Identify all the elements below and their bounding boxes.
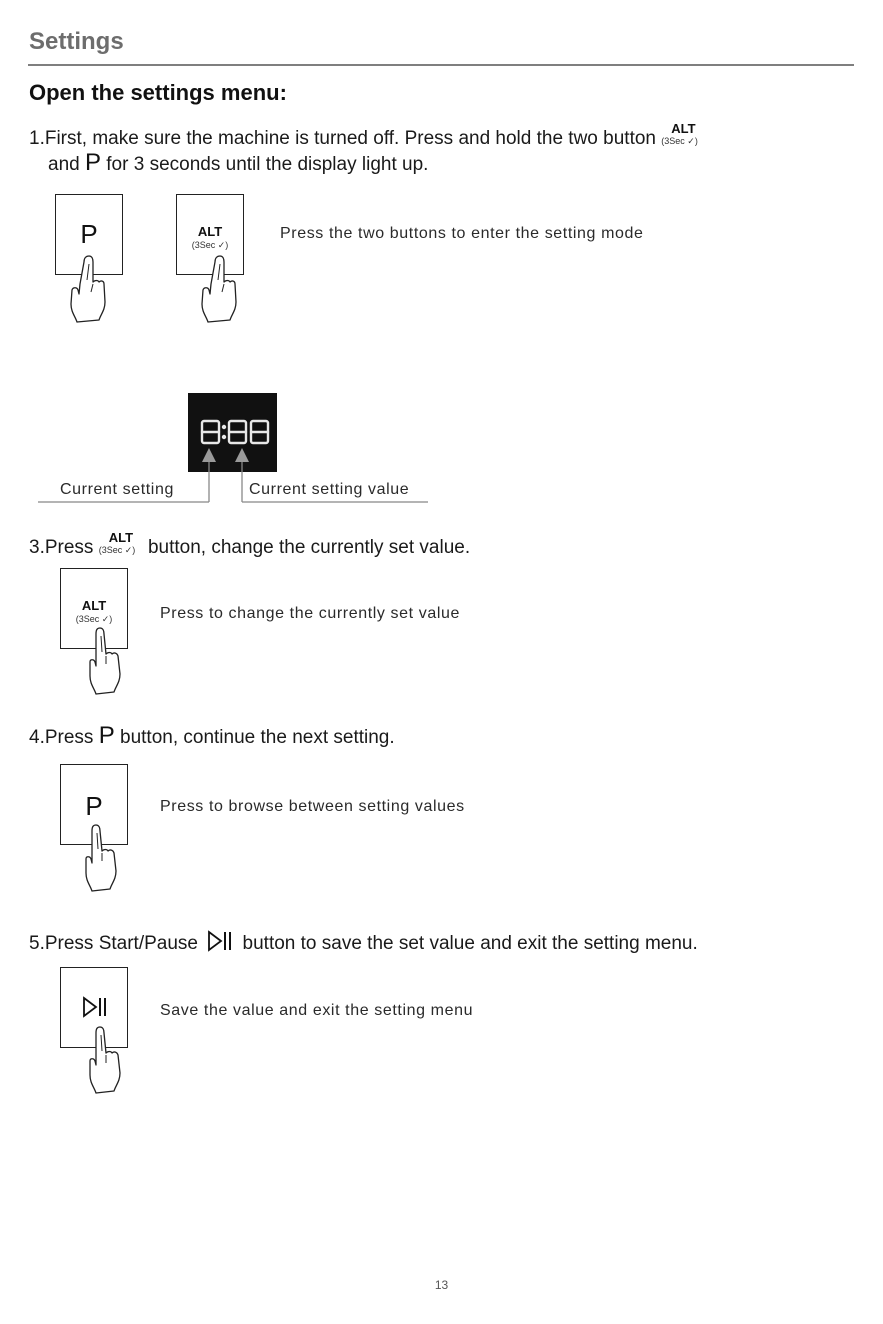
play-pause-icon [82,996,108,1018]
step4-text [29,722,395,749]
hand-press-icon [84,626,128,696]
step3-post: button, change the currently set value. [147,537,471,558]
alt-glyph-label: ALT [671,121,696,136]
current-setting-label: Current setting [60,481,174,498]
play-pause-icon [207,930,233,952]
step3-pre: 3.Press [29,537,94,558]
p-button-label: P [80,219,98,249]
current-setting-value-label: Current setting value [249,481,410,498]
step3-caption: Press to change the currently set value [160,605,460,622]
alt-button-glyph-inline [99,531,143,557]
p-button-glyph-inline: P [84,149,101,176]
p-button-glyph-inline: P [98,722,115,749]
alt-button-sublabel: (3Sec ✓) [191,240,229,250]
step4-pre: 4.Press [29,727,94,748]
alt-button-sublabel: (3Sec ✓) [75,614,113,624]
hand-press-icon [196,254,240,324]
hand-press-icon [80,823,124,893]
alt-button-glyph-inline [661,122,705,148]
step4-caption: Press to browse between setting values [160,798,465,815]
step5-caption: Save the value and exit the setting menu [160,1002,474,1019]
p-button-label: P [85,791,103,821]
step1-line2-post: for 3 seconds until the display light up. [106,154,429,175]
hand-press-icon [84,1025,128,1095]
step1-line2-pre: and [48,154,80,175]
alt-button-label: ALT [81,598,107,613]
page-number: 13 [434,1278,449,1292]
step5-post: button to save the set value and exit the setting menu. [242,933,698,954]
step5-text [29,930,698,955]
alt-glyph-label: ALT [108,530,134,545]
step3-text [29,531,470,559]
step1-caption: Press the two buttons to enter the setting mode [280,225,644,242]
step5-pre: 5.Press Start/Pause [29,933,198,954]
header-divider [28,64,854,66]
step1-line2 [48,149,429,176]
step4-post: button, continue the next setting. [120,727,395,748]
alt-glyph-sublabel: (3Sec ✓) [661,136,698,146]
step1-line1 [29,122,705,150]
step1-line1-text: 1.First, make sure the machine is turned off. Press and hold the two button [29,128,656,149]
alt-glyph-sublabel: (3Sec ✓) [98,545,136,555]
alt-button-label: ALT [197,224,223,239]
section-title: Open the settings menu: [29,80,287,105]
hand-press-icon [65,254,109,324]
page-header-title: Settings [29,28,124,55]
